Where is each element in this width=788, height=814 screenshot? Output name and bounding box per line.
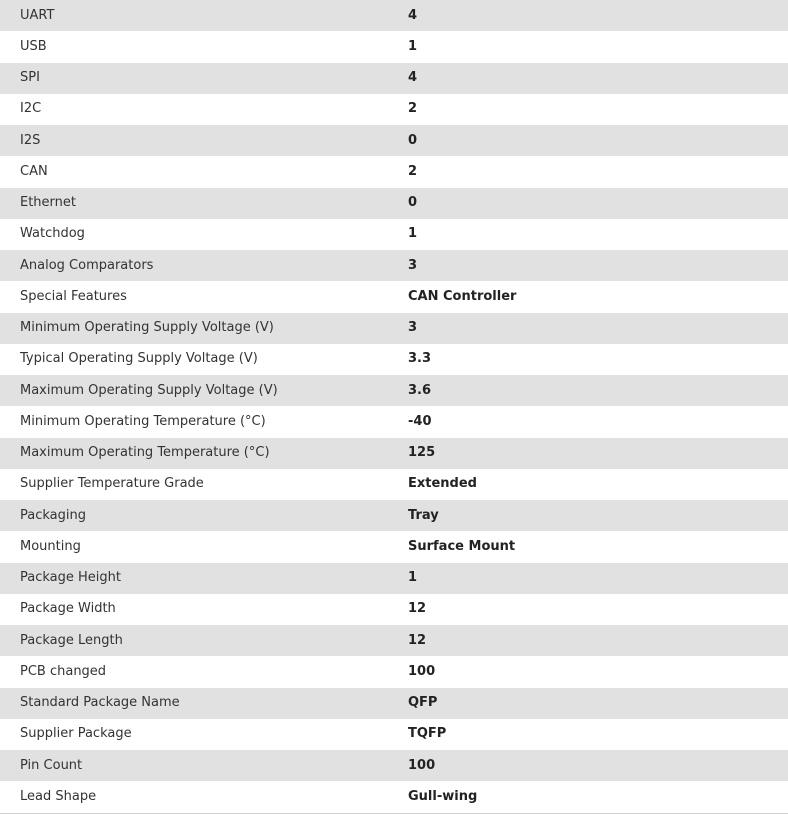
spec-value: 12 [408, 632, 427, 648]
spec-value: 4 [408, 7, 418, 23]
spec-row-package-height [0, 563, 788, 594]
spec-value: Gull-wing [408, 788, 478, 804]
spec-row-lead-shape [0, 781, 788, 812]
spec-label: Standard Package Name [20, 695, 180, 711]
spec-row-typ-supply-voltage [0, 344, 788, 375]
spec-row-package-length [0, 625, 788, 656]
spec-label: PCB changed [20, 663, 107, 679]
spec-row-can [0, 156, 788, 187]
spec-label: Maximum Operating Supply Voltage (V) [20, 382, 278, 398]
spec-value: 125 [408, 445, 436, 461]
spec-value: 12 [408, 601, 427, 617]
spec-value: 1 [408, 570, 418, 586]
spec-label: Package Length [20, 632, 123, 648]
spec-row-i2c [0, 94, 788, 125]
spec-label: Packaging [20, 507, 86, 523]
spec-label: Analog Comparators [20, 257, 154, 273]
spec-label: Watchdog [20, 226, 85, 242]
spec-row-special-features [0, 281, 788, 312]
spec-row-i2s [0, 125, 788, 156]
spec-row-min-temperature [0, 406, 788, 437]
spec-value: 3.6 [408, 382, 432, 398]
spec-value: 0 [408, 132, 418, 148]
spec-label: Minimum Operating Temperature (°C) [20, 413, 266, 429]
spec-label: Ethernet [20, 195, 76, 211]
spec-label: I2S [20, 132, 41, 148]
spec-label: I2C [20, 101, 42, 117]
spec-label: Supplier Package [20, 726, 132, 742]
spec-row-analog-comparators [0, 250, 788, 281]
spec-row-packaging [0, 500, 788, 531]
spec-value: TQFP [408, 726, 447, 742]
spec-value: Surface Mount [408, 538, 516, 554]
spec-row-standard-package-name [0, 688, 788, 719]
spec-value: QFP [408, 695, 438, 711]
spec-label: Package Width [20, 601, 116, 617]
spec-label: UART [20, 7, 55, 23]
spec-label: Supplier Temperature Grade [20, 476, 204, 492]
spec-label: SPI [20, 70, 40, 86]
spec-value: 2 [408, 101, 418, 117]
spec-row-mounting [0, 531, 788, 562]
spec-value: Extended [408, 476, 477, 492]
spec-row-min-supply-voltage [0, 313, 788, 344]
spec-label: Minimum Operating Supply Voltage (V) [20, 320, 274, 336]
spec-label: Typical Operating Supply Voltage (V) [20, 351, 258, 367]
spec-value: 3 [408, 257, 418, 273]
table-bottom-divider [0, 813, 788, 814]
spec-value: 100 [408, 757, 436, 773]
spec-value: 2 [408, 163, 418, 179]
spec-label: CAN [20, 163, 48, 179]
spec-value: CAN Controller [408, 288, 517, 304]
spec-row-max-supply-voltage [0, 375, 788, 406]
spec-row-uart [0, 0, 788, 31]
spec-value: 3 [408, 320, 418, 336]
spec-value: 3.3 [408, 351, 432, 367]
spec-label: Pin Count [20, 757, 83, 773]
spec-row-spi [0, 63, 788, 94]
spec-label: USB [20, 38, 47, 54]
spec-label: Lead Shape [20, 788, 97, 804]
spec-value: 1 [408, 38, 418, 54]
spec-value: 100 [408, 663, 436, 679]
spec-row-pcb-changed [0, 656, 788, 687]
spec-row-pin-count [0, 750, 788, 781]
spec-row-temperature-grade [0, 469, 788, 500]
spec-value: 1 [408, 226, 418, 242]
spec-row-watchdog [0, 219, 788, 250]
spec-row-usb [0, 31, 788, 62]
spec-label: Mounting [20, 538, 81, 554]
spec-label: Package Height [20, 570, 121, 586]
spec-row-max-temperature [0, 438, 788, 469]
spec-value: 0 [408, 195, 418, 211]
spec-value: -40 [408, 413, 432, 429]
spec-value: 4 [408, 70, 418, 86]
spec-row-ethernet [0, 188, 788, 219]
spec-value: Tray [408, 507, 439, 523]
spec-label: Maximum Operating Temperature (°C) [20, 445, 270, 461]
spec-label: Special Features [20, 288, 127, 304]
spec-row-package-width [0, 594, 788, 625]
spec-row-supplier-package [0, 719, 788, 750]
